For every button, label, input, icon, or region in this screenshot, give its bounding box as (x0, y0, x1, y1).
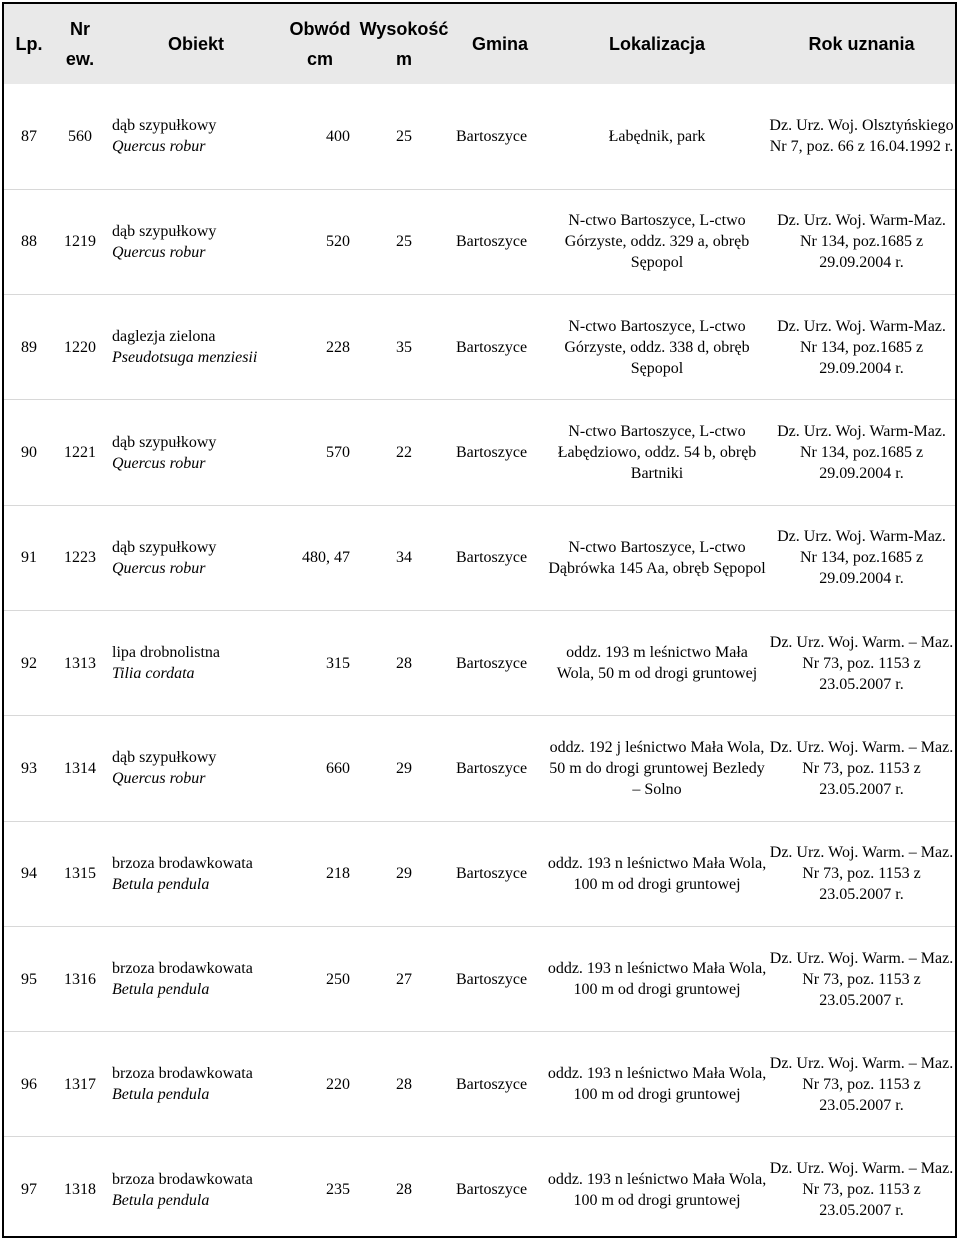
cell-lokalizacja: oddz. 193 n leśnictwo Mała Wola, 100 m od drogi gruntowej (546, 821, 768, 926)
cell-lp: 87 (21, 127, 37, 145)
header-lokalizacja: Lokalizacja (608, 34, 706, 54)
species-polish-name: lipa drobnolistna (112, 644, 220, 662)
cell-rok-uznania: Dz. Urz. Woj. Warm. – Maz. Nr 73, poz. 1153 z 23.05.2007 r. (768, 1137, 955, 1242)
cell-rok-uznania: Dz. Urz. Woj. Warm-Maz. Nr 134, poz.1685 z 29.09.2004 r. (768, 505, 955, 610)
cell-lp: 93 (4, 716, 54, 821)
cell-obwod: 660 (286, 716, 354, 821)
cell-lp: 90 (4, 400, 54, 505)
species-latin-name: Betula pendula (112, 875, 210, 893)
cell-lokalizacja: Łabędnik, park (608, 127, 706, 145)
cell-lokalizacja: oddz. 193 n leśnictwo Mała Wola, 100 m od drogi gruntowej (546, 1137, 768, 1242)
species-polish-name: dąb szypułkowy (112, 117, 217, 135)
cell-wysokosc: 29 (354, 716, 454, 821)
cell-wysokosc: 27 (354, 926, 454, 1031)
cell-lp: 89 (4, 295, 54, 400)
species-polish-name: brzoza brodawkowata (112, 1065, 253, 1083)
cell-wysokosc: 28 (354, 1137, 454, 1242)
cell-lp: 97 (4, 1137, 54, 1242)
cell-obiekt (106, 295, 286, 400)
cell-lokalizacja: oddz. 192 j leśnictwo Mała Wola, 50 m do drogi gruntowej Bezledy – Solno (546, 716, 768, 821)
cell-nr-ew: 1220 (54, 295, 106, 400)
species-polish-name: brzoza brodawkowata (112, 854, 253, 872)
table-row (4, 716, 955, 821)
monuments-table-frame (2, 2, 957, 1238)
header-obiekt: Obiekt (167, 34, 224, 54)
cell-obwod: 218 (286, 821, 354, 926)
cell-gmina: Bartoszyce (454, 1032, 546, 1137)
cell-obiekt (106, 400, 286, 505)
cell-lp: 92 (4, 610, 54, 715)
cell-gmina: Bartoszyce (454, 1137, 546, 1242)
species-polish-name: dąb szypułkowy (112, 222, 217, 240)
species-latin-name: Quercus robur (112, 454, 206, 472)
header-rok-uznania: Rok uznania (808, 34, 915, 54)
cell-gmina: Bartoszyce (454, 716, 546, 821)
header-gmina: Gmina (471, 34, 528, 54)
cell-lokalizacja: N-ctwo Bartoszyce, L-ctwo Górzyste, oddz. 329 a, obręb Sępopol (546, 189, 768, 294)
table-row (4, 821, 955, 926)
cell-lp: 96 (4, 1032, 54, 1137)
cell-lokalizacja: N-ctwo Bartoszyce, L-ctwo Łabędziowo, oddz. 54 b, obręb Bartniki (546, 400, 768, 505)
cell-nr-ew: 1221 (54, 400, 106, 505)
cell-rok-uznania: Dz. Urz. Woj. Warm-Maz. Nr 134, poz.1685 z 29.09.2004 r. (768, 189, 955, 294)
table-row (4, 84, 955, 189)
cell-lp: 88 (4, 189, 54, 294)
species-latin-name: Pseudotsuga menziesii (112, 349, 258, 367)
table-row (4, 1032, 955, 1137)
cell-wysokosc: 25 (396, 127, 412, 145)
cell-lokalizacja: oddz. 193 m leśnictwo Mała Wola, 50 m od drogi gruntowej (546, 610, 768, 715)
cell-gmina: Bartoszyce (454, 926, 546, 1031)
cell-obiekt (106, 926, 286, 1031)
cell-lp: 95 (4, 926, 54, 1031)
cell-rok-uznania: Dz. Urz. Woj. Warm. – Maz. Nr 73, poz. 1153 z 23.05.2007 r. (768, 1032, 955, 1137)
cell-obwod: 220 (286, 1032, 354, 1137)
species-latin-name: Quercus robur (112, 138, 206, 156)
table-body (4, 84, 955, 1242)
cell-nr-ew: 1313 (54, 610, 106, 715)
species-polish-name: brzoza brodawkowata (112, 960, 253, 978)
cell-obwod: 480, 47 (286, 505, 354, 610)
species-polish-name: daglezja zielona (112, 328, 216, 346)
cell-nr-ew: 1317 (54, 1032, 106, 1137)
cell-obiekt (106, 716, 286, 821)
cell-obwod: 235 (286, 1137, 354, 1242)
cell-gmina: Bartoszyce (454, 295, 546, 400)
cell-lokalizacja: oddz. 193 n leśnictwo Mała Wola, 100 m od drogi gruntowej (546, 926, 768, 1031)
species-latin-name: Betula pendula (112, 1086, 210, 1104)
cell-rok-uznania: Dz. Urz. Woj. Warm. – Maz. Nr 73, poz. 1153 z 23.05.2007 r. (768, 926, 955, 1031)
header-nr-ew: Nr ew. (65, 19, 95, 69)
species-polish-name: dąb szypułkowy (112, 749, 217, 767)
cell-gmina: Bartoszyce (456, 127, 528, 145)
table-row (4, 610, 955, 715)
cell-nr-ew: 560 (68, 127, 92, 145)
species-polish-name: brzoza brodawkowata (112, 1170, 253, 1188)
header-obwod (286, 4, 354, 84)
cell-gmina: Bartoszyce (454, 400, 546, 505)
cell-rok-uznania: Dz. Urz. Woj. Warm-Maz. Nr 134, poz.1685 z 29.09.2004 r. (768, 295, 955, 400)
species-latin-name: Quercus robur (112, 770, 206, 788)
header-wysokosc-unit: m (395, 49, 412, 69)
header-wysokosc-label: Wysokość (359, 19, 449, 39)
species-polish-name: dąb szypułkowy (112, 538, 217, 556)
cell-obiekt (106, 505, 286, 610)
table-row (4, 1137, 955, 1242)
cell-lp: 94 (4, 821, 54, 926)
cell-obwod: 570 (286, 400, 354, 505)
header-obwod-unit: cm (306, 49, 333, 69)
cell-rok-uznania: Dz. Urz. Woj. Warm. – Maz. Nr 73, poz. 1153 z 23.05.2007 r. (768, 610, 955, 715)
cell-nr-ew: 1223 (54, 505, 106, 610)
cell-nr-ew: 1219 (54, 189, 106, 294)
cell-obwod: 315 (286, 610, 354, 715)
cell-rok-uznania: Dz. Urz. Woj. Warm. – Maz. Nr 73, poz. 1153 z 23.05.2007 r. (768, 821, 955, 926)
header-obwod-label: Obwód (289, 19, 351, 39)
cell-gmina: Bartoszyce (454, 610, 546, 715)
cell-lokalizacja: N-ctwo Bartoszyce, L-ctwo Dąbrówka 145 Aa, obręb Sępopol (546, 505, 768, 610)
cell-obwod: 228 (286, 295, 354, 400)
cell-nr-ew: 1314 (54, 716, 106, 821)
cell-wysokosc: 34 (354, 505, 454, 610)
table-row (4, 189, 955, 294)
cell-rok-uznania: Dz. Urz. Woj. Olsztyńskiego Nr 7, poz. 66 z 16.04.1992 r. (769, 117, 954, 156)
cell-obwod: 400 (326, 127, 350, 145)
cell-obwod: 250 (286, 926, 354, 1031)
cell-obiekt (106, 189, 286, 294)
table-row (4, 295, 955, 400)
species-latin-name: Tilia cordata (112, 665, 195, 683)
cell-wysokosc: 22 (354, 400, 454, 505)
cell-obiekt (106, 1032, 286, 1137)
cell-wysokosc: 35 (354, 295, 454, 400)
cell-nr-ew: 1318 (54, 1137, 106, 1242)
table-row (4, 926, 955, 1031)
cell-wysokosc: 29 (354, 821, 454, 926)
species-latin-name: Quercus robur (112, 243, 206, 261)
cell-gmina: Bartoszyce (454, 189, 546, 294)
cell-wysokosc: 28 (354, 610, 454, 715)
cell-obiekt (106, 610, 286, 715)
table-row (4, 505, 955, 610)
cell-wysokosc: 25 (354, 189, 454, 294)
cell-lp: 91 (4, 505, 54, 610)
natural-monuments-table (4, 4, 955, 1242)
cell-nr-ew: 1315 (54, 821, 106, 926)
species-polish-name: dąb szypułkowy (112, 433, 217, 451)
cell-rok-uznania: Dz. Urz. Woj. Warm. – Maz. Nr 73, poz. 1153 z 23.05.2007 r. (768, 716, 955, 821)
species-latin-name: Betula pendula (112, 1191, 210, 1209)
cell-obiekt (106, 821, 286, 926)
table-row (4, 400, 955, 505)
header-row (4, 4, 955, 84)
species-latin-name: Betula pendula (112, 981, 210, 999)
cell-obiekt (106, 84, 286, 189)
header-wysokosc (354, 4, 454, 84)
cell-obwod: 520 (286, 189, 354, 294)
cell-lokalizacja: oddz. 193 n leśnictwo Mała Wola, 100 m od drogi gruntowej (546, 1032, 768, 1137)
cell-lokalizacja: N-ctwo Bartoszyce, L-ctwo Górzyste, oddz. 338 d, obręb Sępopol (546, 295, 768, 400)
cell-obiekt (106, 1137, 286, 1242)
header-lp: Lp. (15, 34, 43, 54)
cell-rok-uznania: Dz. Urz. Woj. Warm-Maz. Nr 134, poz.1685 z 29.09.2004 r. (768, 400, 955, 505)
cell-gmina: Bartoszyce (454, 505, 546, 610)
cell-nr-ew: 1316 (54, 926, 106, 1031)
cell-gmina: Bartoszyce (454, 821, 546, 926)
species-latin-name: Quercus robur (112, 559, 206, 577)
cell-wysokosc: 28 (354, 1032, 454, 1137)
